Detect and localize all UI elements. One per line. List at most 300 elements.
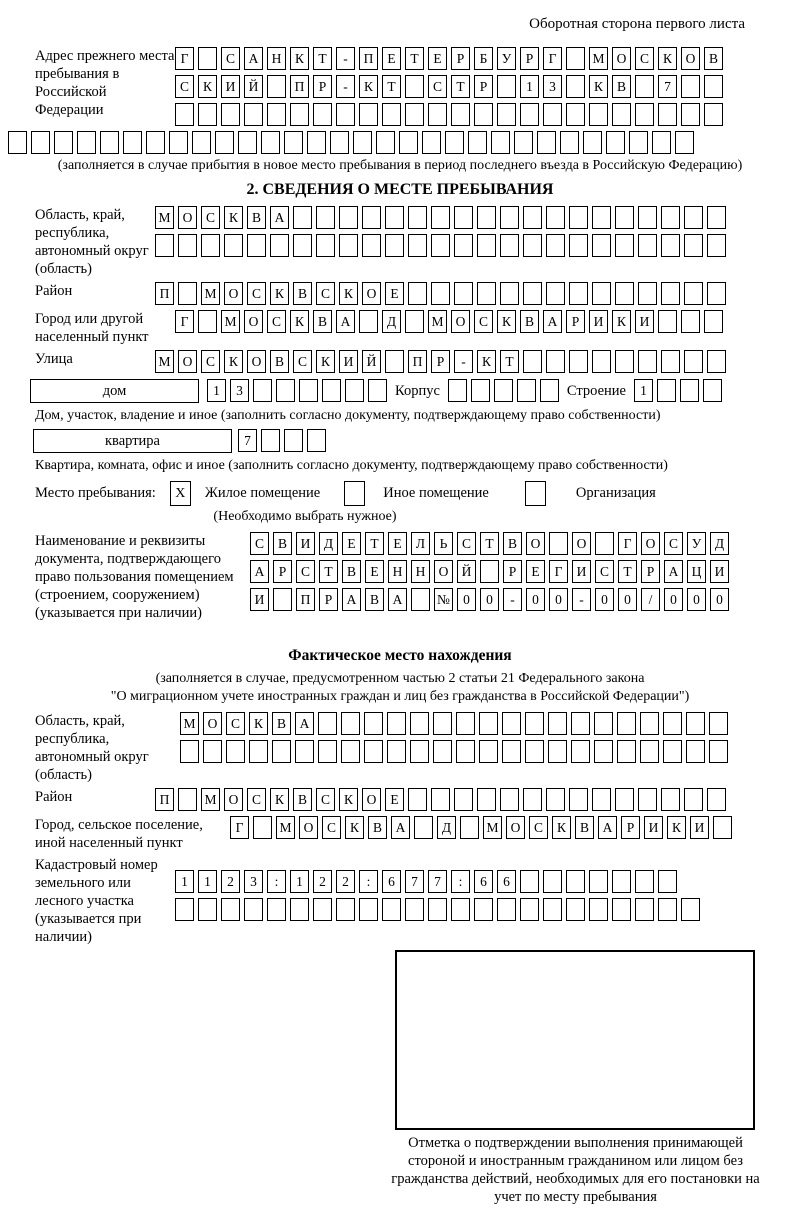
- char-cell[interactable]: О: [434, 560, 453, 583]
- char-cell[interactable]: [569, 350, 588, 373]
- char-cell[interactable]: А: [543, 310, 562, 333]
- char-cell[interactable]: Е: [388, 532, 407, 555]
- char-cell[interactable]: [681, 103, 700, 126]
- char-cell[interactable]: 1: [290, 870, 309, 893]
- char-cell[interactable]: 2: [313, 870, 332, 893]
- char-cell[interactable]: Д: [382, 310, 401, 333]
- char-cell[interactable]: [502, 740, 521, 763]
- char-cell[interactable]: [387, 740, 406, 763]
- char-cell[interactable]: С: [201, 206, 220, 229]
- char-cell[interactable]: [468, 131, 487, 154]
- char-cell[interactable]: В: [365, 588, 384, 611]
- char-cell[interactable]: 0: [549, 588, 568, 611]
- char-cell[interactable]: Т: [319, 560, 338, 583]
- char-cell[interactable]: [428, 898, 447, 921]
- char-cell[interactable]: [249, 740, 268, 763]
- checkbox-other-premises[interactable]: [344, 481, 365, 506]
- char-cell[interactable]: [221, 898, 240, 921]
- char-cell[interactable]: [261, 131, 280, 154]
- char-cell[interactable]: П: [296, 588, 315, 611]
- char-cell[interactable]: [385, 234, 404, 257]
- char-cell[interactable]: 1: [175, 870, 194, 893]
- char-cell[interactable]: Р: [451, 47, 470, 70]
- char-cell[interactable]: [546, 282, 565, 305]
- char-cell[interactable]: Ц: [687, 560, 706, 583]
- char-cell[interactable]: /: [641, 588, 660, 611]
- char-cell[interactable]: [215, 131, 234, 154]
- char-cell[interactable]: С: [247, 788, 266, 811]
- char-cell[interactable]: [615, 206, 634, 229]
- char-cell[interactable]: С: [201, 350, 220, 373]
- char-cell[interactable]: М: [180, 712, 199, 735]
- char-cell[interactable]: К: [339, 282, 358, 305]
- char-cell[interactable]: [267, 103, 286, 126]
- char-cell[interactable]: [629, 131, 648, 154]
- char-cell[interactable]: А: [270, 206, 289, 229]
- char-cell[interactable]: Е: [385, 282, 404, 305]
- char-cell[interactable]: 0: [618, 588, 637, 611]
- char-cell[interactable]: Т: [365, 532, 384, 555]
- char-cell[interactable]: [180, 740, 199, 763]
- char-cell[interactable]: [474, 103, 493, 126]
- char-cell[interactable]: [546, 234, 565, 257]
- char-cell[interactable]: [592, 350, 611, 373]
- char-cell[interactable]: [247, 234, 266, 257]
- char-cell[interactable]: [546, 206, 565, 229]
- char-cell[interactable]: К: [552, 816, 571, 839]
- char-cell[interactable]: 3: [543, 75, 562, 98]
- char-cell[interactable]: И: [250, 588, 269, 611]
- char-cell[interactable]: П: [408, 350, 427, 373]
- char-cell[interactable]: [385, 350, 404, 373]
- char-cell[interactable]: :: [359, 870, 378, 893]
- char-cell[interactable]: [454, 282, 473, 305]
- char-cell[interactable]: [537, 131, 556, 154]
- char-cell[interactable]: К: [477, 350, 496, 373]
- char-cell[interactable]: [341, 740, 360, 763]
- char-cell[interactable]: [658, 870, 677, 893]
- char-cell[interactable]: К: [290, 310, 309, 333]
- char-cell[interactable]: [221, 103, 240, 126]
- char-cell[interactable]: [497, 103, 516, 126]
- char-cell[interactable]: [431, 788, 450, 811]
- char-cell[interactable]: [299, 379, 318, 402]
- char-cell[interactable]: -: [454, 350, 473, 373]
- char-cell[interactable]: [339, 206, 358, 229]
- char-cell[interactable]: Г: [543, 47, 562, 70]
- char-cell[interactable]: [635, 103, 654, 126]
- char-cell[interactable]: [500, 234, 519, 257]
- char-cell[interactable]: 0: [595, 588, 614, 611]
- char-cell[interactable]: Т: [382, 75, 401, 98]
- char-cell[interactable]: К: [224, 206, 243, 229]
- char-cell[interactable]: [414, 816, 433, 839]
- char-cell[interactable]: [520, 898, 539, 921]
- char-cell[interactable]: [405, 75, 424, 98]
- char-cell[interactable]: [410, 740, 429, 763]
- char-cell[interactable]: [569, 206, 588, 229]
- char-cell[interactable]: [606, 131, 625, 154]
- char-cell[interactable]: [31, 131, 50, 154]
- char-cell[interactable]: [454, 206, 473, 229]
- char-cell[interactable]: О: [203, 712, 222, 735]
- checkbox-residential[interactable]: X: [170, 481, 191, 506]
- char-cell[interactable]: [569, 282, 588, 305]
- char-cell[interactable]: [523, 350, 542, 373]
- char-cell[interactable]: [543, 870, 562, 893]
- char-cell[interactable]: О: [247, 350, 266, 373]
- char-cell[interactable]: С: [595, 560, 614, 583]
- char-cell[interactable]: [433, 712, 452, 735]
- char-cell[interactable]: Т: [500, 350, 519, 373]
- char-cell[interactable]: В: [313, 310, 332, 333]
- char-cell[interactable]: [494, 379, 513, 402]
- char-cell[interactable]: В: [270, 350, 289, 373]
- char-cell[interactable]: [175, 898, 194, 921]
- char-cell[interactable]: [517, 379, 536, 402]
- char-cell[interactable]: И: [221, 75, 240, 98]
- char-cell[interactable]: Й: [244, 75, 263, 98]
- char-cell[interactable]: 2: [221, 870, 240, 893]
- char-cell[interactable]: [500, 206, 519, 229]
- char-cell[interactable]: Р: [566, 310, 585, 333]
- char-cell[interactable]: О: [451, 310, 470, 333]
- char-cell[interactable]: В: [293, 788, 312, 811]
- char-cell[interactable]: К: [249, 712, 268, 735]
- char-cell[interactable]: [525, 712, 544, 735]
- char-cell[interactable]: [612, 870, 631, 893]
- char-cell[interactable]: [549, 532, 568, 555]
- char-cell[interactable]: 7: [238, 429, 257, 452]
- char-cell[interactable]: М: [589, 47, 608, 70]
- char-cell[interactable]: 0: [664, 588, 683, 611]
- char-cell[interactable]: [543, 898, 562, 921]
- char-cell[interactable]: [307, 131, 326, 154]
- char-cell[interactable]: [408, 206, 427, 229]
- char-cell[interactable]: [471, 379, 490, 402]
- char-cell[interactable]: М: [276, 816, 295, 839]
- char-cell[interactable]: Р: [621, 816, 640, 839]
- char-cell[interactable]: М: [201, 788, 220, 811]
- char-cell[interactable]: П: [359, 47, 378, 70]
- char-cell[interactable]: [615, 350, 634, 373]
- char-cell[interactable]: [638, 788, 657, 811]
- char-cell[interactable]: Е: [526, 560, 545, 583]
- char-cell[interactable]: :: [267, 870, 286, 893]
- char-cell[interactable]: [431, 282, 450, 305]
- char-cell[interactable]: К: [359, 75, 378, 98]
- char-cell[interactable]: В: [247, 206, 266, 229]
- char-cell[interactable]: П: [155, 282, 174, 305]
- char-cell[interactable]: [560, 131, 579, 154]
- char-cell[interactable]: Г: [230, 816, 249, 839]
- char-cell[interactable]: [640, 740, 659, 763]
- char-cell[interactable]: [198, 898, 217, 921]
- char-cell[interactable]: [284, 429, 303, 452]
- char-cell[interactable]: О: [526, 532, 545, 555]
- char-cell[interactable]: С: [529, 816, 548, 839]
- char-cell[interactable]: М: [155, 206, 174, 229]
- char-cell[interactable]: [566, 47, 585, 70]
- char-cell[interactable]: К: [339, 788, 358, 811]
- char-cell[interactable]: Р: [431, 350, 450, 373]
- char-cell[interactable]: [359, 310, 378, 333]
- char-cell[interactable]: Д: [710, 532, 729, 555]
- char-cell[interactable]: О: [224, 282, 243, 305]
- char-cell[interactable]: [399, 131, 418, 154]
- char-cell[interactable]: [178, 234, 197, 257]
- char-cell[interactable]: [612, 898, 631, 921]
- char-cell[interactable]: Т: [618, 560, 637, 583]
- char-cell[interactable]: [445, 131, 464, 154]
- char-cell[interactable]: [456, 740, 475, 763]
- char-cell[interactable]: [704, 310, 723, 333]
- char-cell[interactable]: [238, 131, 257, 154]
- char-cell[interactable]: [480, 560, 499, 583]
- char-cell[interactable]: [322, 379, 341, 402]
- char-cell[interactable]: [477, 282, 496, 305]
- char-cell[interactable]: [318, 740, 337, 763]
- char-cell[interactable]: -: [572, 588, 591, 611]
- char-cell[interactable]: Р: [319, 588, 338, 611]
- char-cell[interactable]: С: [316, 788, 335, 811]
- char-cell[interactable]: [638, 206, 657, 229]
- char-cell[interactable]: [663, 740, 682, 763]
- char-cell[interactable]: [663, 712, 682, 735]
- char-cell[interactable]: О: [641, 532, 660, 555]
- char-cell[interactable]: [707, 282, 726, 305]
- char-cell[interactable]: С: [664, 532, 683, 555]
- char-cell[interactable]: [201, 234, 220, 257]
- char-cell[interactable]: [635, 75, 654, 98]
- char-cell[interactable]: А: [244, 47, 263, 70]
- char-cell[interactable]: Г: [175, 310, 194, 333]
- char-cell[interactable]: К: [345, 816, 364, 839]
- char-cell[interactable]: [293, 234, 312, 257]
- char-cell[interactable]: [615, 788, 634, 811]
- char-cell[interactable]: И: [296, 532, 315, 555]
- char-cell[interactable]: [192, 131, 211, 154]
- char-cell[interactable]: [341, 712, 360, 735]
- char-cell[interactable]: О: [362, 788, 381, 811]
- char-cell[interactable]: [362, 206, 381, 229]
- char-cell[interactable]: [293, 206, 312, 229]
- char-cell[interactable]: К: [497, 310, 516, 333]
- char-cell[interactable]: С: [267, 310, 286, 333]
- char-cell[interactable]: -: [503, 588, 522, 611]
- char-cell[interactable]: [408, 788, 427, 811]
- char-cell[interactable]: [474, 898, 493, 921]
- char-cell[interactable]: [405, 310, 424, 333]
- char-cell[interactable]: И: [589, 310, 608, 333]
- char-cell[interactable]: В: [612, 75, 631, 98]
- char-cell[interactable]: [479, 740, 498, 763]
- char-cell[interactable]: [523, 234, 542, 257]
- char-cell[interactable]: С: [474, 310, 493, 333]
- char-cell[interactable]: [707, 788, 726, 811]
- char-cell[interactable]: К: [270, 282, 289, 305]
- char-cell[interactable]: [244, 898, 263, 921]
- char-cell[interactable]: [684, 234, 703, 257]
- char-cell[interactable]: К: [316, 350, 335, 373]
- char-cell[interactable]: [428, 103, 447, 126]
- char-cell[interactable]: [638, 282, 657, 305]
- char-cell[interactable]: [661, 206, 680, 229]
- char-cell[interactable]: [359, 898, 378, 921]
- char-cell[interactable]: [276, 379, 295, 402]
- char-cell[interactable]: [661, 282, 680, 305]
- char-cell[interactable]: О: [362, 282, 381, 305]
- char-cell[interactable]: [316, 234, 335, 257]
- char-cell[interactable]: 7: [405, 870, 424, 893]
- char-cell[interactable]: [451, 103, 470, 126]
- char-cell[interactable]: О: [299, 816, 318, 839]
- char-cell[interactable]: 0: [526, 588, 545, 611]
- char-cell[interactable]: Т: [405, 47, 424, 70]
- char-cell[interactable]: Н: [411, 560, 430, 583]
- char-cell[interactable]: [431, 206, 450, 229]
- char-cell[interactable]: [514, 131, 533, 154]
- char-cell[interactable]: [368, 379, 387, 402]
- char-cell[interactable]: Е: [382, 47, 401, 70]
- char-cell[interactable]: [477, 234, 496, 257]
- char-cell[interactable]: С: [635, 47, 654, 70]
- char-cell[interactable]: П: [155, 788, 174, 811]
- char-cell[interactable]: [244, 103, 263, 126]
- char-cell[interactable]: [713, 816, 732, 839]
- char-cell[interactable]: В: [293, 282, 312, 305]
- char-cell[interactable]: К: [290, 47, 309, 70]
- char-cell[interactable]: [178, 282, 197, 305]
- char-cell[interactable]: [540, 379, 559, 402]
- char-cell[interactable]: [272, 740, 291, 763]
- char-cell[interactable]: [707, 234, 726, 257]
- char-cell[interactable]: В: [368, 816, 387, 839]
- char-cell[interactable]: 1: [207, 379, 226, 402]
- char-cell[interactable]: [456, 712, 475, 735]
- checkbox-organization[interactable]: [525, 481, 546, 506]
- char-cell[interactable]: Н: [267, 47, 286, 70]
- char-cell[interactable]: С: [316, 282, 335, 305]
- char-cell[interactable]: [226, 740, 245, 763]
- char-cell[interactable]: С: [250, 532, 269, 555]
- char-cell[interactable]: [686, 740, 705, 763]
- char-cell[interactable]: К: [658, 47, 677, 70]
- char-cell[interactable]: А: [598, 816, 617, 839]
- char-cell[interactable]: [548, 740, 567, 763]
- char-cell[interactable]: [500, 788, 519, 811]
- char-cell[interactable]: [520, 103, 539, 126]
- char-cell[interactable]: [569, 234, 588, 257]
- char-cell[interactable]: С: [457, 532, 476, 555]
- char-cell[interactable]: [339, 234, 358, 257]
- char-cell[interactable]: [318, 712, 337, 735]
- char-cell[interactable]: [433, 740, 452, 763]
- char-cell[interactable]: [684, 206, 703, 229]
- char-cell[interactable]: [497, 75, 516, 98]
- char-cell[interactable]: [454, 234, 473, 257]
- char-cell[interactable]: [704, 75, 723, 98]
- char-cell[interactable]: [253, 379, 272, 402]
- char-cell[interactable]: 1: [520, 75, 539, 98]
- char-cell[interactable]: [592, 234, 611, 257]
- char-cell[interactable]: [123, 131, 142, 154]
- char-cell[interactable]: [548, 712, 567, 735]
- char-cell[interactable]: [640, 712, 659, 735]
- char-cell[interactable]: [635, 898, 654, 921]
- char-cell[interactable]: [686, 712, 705, 735]
- char-cell[interactable]: [382, 898, 401, 921]
- char-cell[interactable]: [523, 788, 542, 811]
- char-cell[interactable]: Н: [388, 560, 407, 583]
- char-cell[interactable]: 6: [474, 870, 493, 893]
- char-cell[interactable]: 3: [244, 870, 263, 893]
- char-cell[interactable]: Д: [319, 532, 338, 555]
- char-cell[interactable]: [330, 131, 349, 154]
- char-cell[interactable]: [571, 712, 590, 735]
- char-cell[interactable]: Р: [503, 560, 522, 583]
- char-cell[interactable]: [313, 103, 332, 126]
- char-cell[interactable]: [316, 206, 335, 229]
- char-cell[interactable]: У: [497, 47, 516, 70]
- char-cell[interactable]: [448, 379, 467, 402]
- char-cell[interactable]: [500, 282, 519, 305]
- char-cell[interactable]: -: [336, 47, 355, 70]
- char-cell[interactable]: [681, 75, 700, 98]
- char-cell[interactable]: П: [290, 75, 309, 98]
- char-cell[interactable]: [422, 131, 441, 154]
- char-cell[interactable]: [491, 131, 510, 154]
- char-cell[interactable]: 0: [480, 588, 499, 611]
- char-cell[interactable]: [359, 103, 378, 126]
- char-cell[interactable]: В: [503, 532, 522, 555]
- char-cell[interactable]: [100, 131, 119, 154]
- char-cell[interactable]: И: [339, 350, 358, 373]
- char-cell[interactable]: [680, 379, 699, 402]
- char-cell[interactable]: [615, 282, 634, 305]
- char-cell[interactable]: [617, 712, 636, 735]
- char-cell[interactable]: [707, 350, 726, 373]
- char-cell[interactable]: А: [391, 816, 410, 839]
- char-cell[interactable]: [684, 282, 703, 305]
- char-cell[interactable]: О: [244, 310, 263, 333]
- char-cell[interactable]: [657, 379, 676, 402]
- char-cell[interactable]: К: [270, 788, 289, 811]
- char-cell[interactable]: О: [506, 816, 525, 839]
- char-cell[interactable]: [353, 131, 372, 154]
- char-cell[interactable]: [270, 234, 289, 257]
- char-cell[interactable]: И: [644, 816, 663, 839]
- char-cell[interactable]: [198, 47, 217, 70]
- char-cell[interactable]: Т: [480, 532, 499, 555]
- char-cell[interactable]: Е: [428, 47, 447, 70]
- char-cell[interactable]: И: [710, 560, 729, 583]
- char-cell[interactable]: 1: [634, 379, 653, 402]
- char-cell[interactable]: [589, 898, 608, 921]
- char-cell[interactable]: Е: [342, 532, 361, 555]
- char-cell[interactable]: В: [342, 560, 361, 583]
- char-cell[interactable]: [155, 234, 174, 257]
- char-cell[interactable]: О: [612, 47, 631, 70]
- char-cell[interactable]: [523, 282, 542, 305]
- char-cell[interactable]: [658, 310, 677, 333]
- char-cell[interactable]: Р: [273, 560, 292, 583]
- char-cell[interactable]: К: [198, 75, 217, 98]
- char-cell[interactable]: [77, 131, 96, 154]
- char-cell[interactable]: Г: [618, 532, 637, 555]
- char-cell[interactable]: А: [664, 560, 683, 583]
- char-cell[interactable]: 0: [710, 588, 729, 611]
